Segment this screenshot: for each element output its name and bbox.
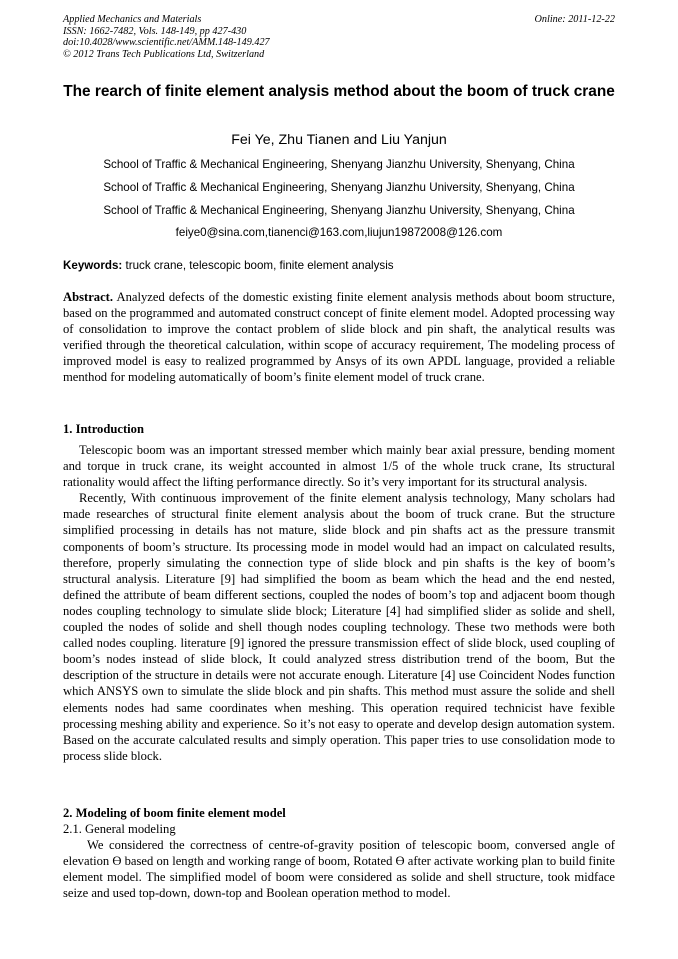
affiliation-1: School of Traffic & Mechanical Engineering, Shenyang Jianzhu University, Shenyang, China [103, 158, 575, 171]
abstract-text: Analyzed defects of the domestic existing finite element analysis methods about boom structure, based on the programmed and automated construct concept of finite element model. Adopted processing way of consolidation to improve the contact problem of slide block and pin shaft, the analytical results was verified through the theoretical calculation, within scope of accuracy requirement, The modeling process of improved model is easy to realized programmed by Ansys of its own APDL language, provided a reliable menthod for modeling automatically of boom’s finite element model of truck crane. [63, 290, 615, 385]
issn-line: ISSN: 1662-7482, Vols. 148-149, pp 427-430 [63, 25, 247, 37]
author-list: Fei Ye, Zhu Tianen and Liu Yanjun [231, 132, 447, 148]
section-heading-modeling: 2. Modeling of boom finite element model [63, 806, 286, 820]
keywords [63, 259, 615, 273]
intro-paragraph-2: Recently, With continuous improvement of the finite element analysis technology, Many scholars had made researches of structural finite element analysis about the boom of truck crane. But the structure simplified processing in details has not mature, slide block and pin shafts act as the pressure transmit components of boom’s structure. Its processing mode in model would had an impact on calculated results, therefore, properly simulating the connection type of slide block and pin shafts is the key of boom’s structural analysis. Literature [9] had simplified the boom as beam which the head and the end nested, defined the attribute of beam different sections, coupled the nodes of boom’s top and adjacent boom though nodes coupling technology to simulate slide block; Literature [4] had simplified slider as solide and shell, coupled the nodes of solide and shell though nodes coupling technology. These two methods were both called nodes coupling. literature [9] ignored the pressure transmission effect of slide block, used coupling of boom’s nodes instead of slide block, It could analyzed stress distribution trend of the boom, But the description of the structure in details were not accurate enough. Literature [4] use Coincident Nodes function which ANSYS own to simulate the slide block and pin shafts. This method must assure the solide and shell elements nodes had same coordinates when meshing. This operation required technicist have fexible processing meshing ability and experience. So it’s not easy to operate and develop design automation system. Based on the accurate calculated results and simply operation. This paper tries to use consolidation mode to process slide block. [63, 491, 615, 763]
copyright-line: © 2012 Trans Tech Publications Ltd, Switzerland [63, 48, 265, 60]
general-paragraph-1: We considered the correctness of centre-of-gravity position of telescopic boom, conversed angle of elevation Ɵ based on length and working range of boom, Rotated Ɵ after activate working plan to build finite element model. The simplified model of boom were considered as solide and shell structure, took midface seize and used top-down, down-top and Boolean operation method to model. [63, 838, 615, 901]
author-emails[interactable]: feiye0@sina.com,tianenci@163.com,liujun19872008@126.com [175, 226, 503, 239]
keywords-label: Keywords: [63, 259, 123, 272]
paper-title: The rearch of finite element analysis method about the boom of truck crane [63, 83, 615, 100]
subsection-heading-general: 2.1. General modeling [63, 822, 176, 836]
keywords-text: truck crane, telescopic boom, finite element analysis [125, 259, 394, 272]
introduction-body [63, 442, 615, 764]
intro-paragraph-1: Telescopic boom was an important stressed member which mainly bear axial pressure, bending moment and torque in truck crane, its weight accounted in almost 1/5 of the whole truck crane, Its structural rationality would affect the lifting performance directly. So it’s very important for its structural analysis. [63, 443, 615, 490]
general-modeling-body [63, 837, 615, 901]
section-heading-introduction: 1. Introduction [63, 422, 144, 436]
journal-header [63, 14, 615, 60]
abstract [63, 289, 615, 386]
affiliation-3: School of Traffic & Mechanical Engineering, Shenyang Jianzhu University, Shenyang, China [103, 204, 575, 217]
doi-line[interactable]: doi:10.4028/www.scientific.net/AMM.148-149.427 [63, 37, 270, 49]
affiliation-2: School of Traffic & Mechanical Engineering, Shenyang Jianzhu University, Shenyang, China [103, 181, 575, 194]
abstract-label: Abstract. [63, 290, 114, 304]
online-date: Online: 2011-12-22 [534, 14, 615, 25]
journal-name: Applied Mechanics and Materials [63, 14, 202, 25]
